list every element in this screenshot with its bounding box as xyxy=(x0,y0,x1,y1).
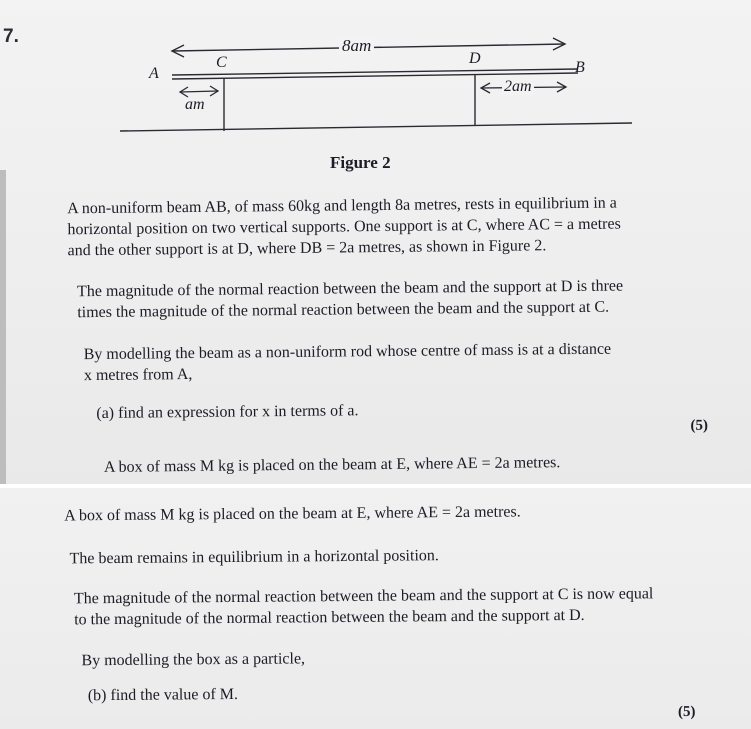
label-b: B xyxy=(575,59,585,76)
reaction-equal-line-2: to the magnitude of the normal reaction between the beam and the support at D. xyxy=(74,606,585,629)
marks-a: (5) xyxy=(690,417,709,434)
top-box-line: A box of mass M kg is placed on the beam at E, where AE = 2a metres. xyxy=(103,454,561,476)
marks-b: (5) xyxy=(677,703,696,721)
dim-label-ac: am xyxy=(185,96,205,113)
part-b: (b) find the value of M. xyxy=(87,685,239,705)
dim-label-total: 8am xyxy=(339,37,374,54)
reaction-line-2: times the magnitude of the normal reaction between the beam and the support at C. xyxy=(77,298,610,322)
intro-paragraph xyxy=(67,193,621,262)
intro-line-1: A non-uniform beam AB, of mass 60kg and length 8a metres, rests in equilibrium in a xyxy=(67,194,617,218)
model-paragraph xyxy=(84,339,612,387)
part-a: (a) find an expression for x in terms of a. xyxy=(96,402,359,423)
reaction-equal-paragraph xyxy=(74,583,654,630)
reaction-line-1: The magnitude of the normal reaction between the beam and the support at D is three xyxy=(76,277,624,301)
intro-line-2: horizontal position on two vertical supports. One support is at C, where AC = a metres xyxy=(67,215,621,239)
model-line-2: x metres from A, xyxy=(83,366,193,385)
dim-label-db: 2am xyxy=(504,78,532,95)
label-d: D xyxy=(469,50,481,67)
box-line: A box of mass M kg is placed on the beam at E, where AE = 2a metres. xyxy=(64,503,521,525)
figure-caption: Figure 2 xyxy=(330,153,391,172)
equilibrium-line: The beam remains in equilibrium in a horizontal position. xyxy=(69,547,439,568)
model-line-1: By modelling the beam as a non-uniform rod whose centre of mass is at a distance xyxy=(83,340,612,364)
intro-line-3: and the other support is at D, where DB = 2a metres, as shown in Figure 2. xyxy=(67,237,547,260)
question-number: 7. xyxy=(3,26,19,47)
box-model-line: By modelling the box as a particle, xyxy=(81,650,306,670)
bottom-photo xyxy=(0,488,751,729)
reaction-paragraph xyxy=(77,275,623,323)
label-c: C xyxy=(216,54,227,71)
reaction-equal-line-1: The magnitude of the normal reaction between the beam and the support at C is now equal xyxy=(73,585,654,608)
label-a: A xyxy=(149,65,159,82)
